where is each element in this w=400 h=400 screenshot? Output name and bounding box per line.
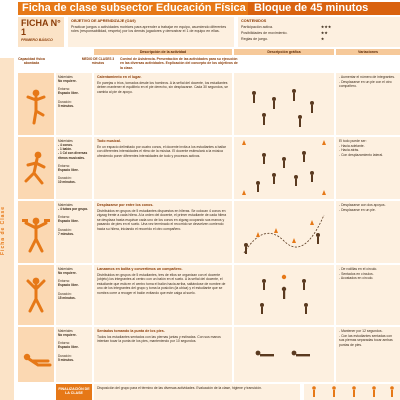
description-cell [94, 265, 232, 325]
activity-row [18, 265, 400, 325]
space-value: Espacio libre. [58, 91, 79, 96]
activity-row [18, 137, 400, 199]
capacity-cell [18, 201, 54, 263]
space-label: Entorno: [58, 341, 71, 346]
capacity-cell [18, 137, 54, 199]
description-cell [94, 137, 232, 199]
description-cell [94, 327, 232, 382]
duration-value: 5 minutos. [58, 357, 74, 362]
variations-text: - Mantener por 12 segundos. - Con las estudiantes sentadas con sus piernas separadas tocar ambas puntas de pies. [339, 329, 393, 347]
variations-cell [336, 137, 400, 199]
jumping-icon [18, 265, 54, 325]
variations-cell [336, 201, 400, 263]
column-header-desc: Descripción de la actividad [94, 49, 232, 55]
space-label: Entorno: [58, 163, 71, 168]
materials-label: Materiales [58, 203, 73, 207]
contenido-item [241, 31, 397, 35]
contenido-label: Posibilidades de movimiento. [241, 31, 288, 35]
activity-title: Calentamiento en el lugar. [97, 75, 142, 79]
activity-illustration [234, 201, 334, 263]
variations-text: El todo puede ser: - Hacia adelante. - Hacia atrás. - Con desplazamiento lateral. [339, 139, 384, 157]
capacity-cell [18, 265, 54, 325]
materials-value: No requiere. [58, 79, 77, 84]
duration-value: 15 minutos. [58, 295, 76, 300]
materials-cell [56, 201, 92, 263]
activity-illustration [234, 73, 334, 135]
contenido-label: Participación activa. [241, 25, 273, 30]
duration-label: Duración: [58, 291, 72, 296]
duration-title: Bloque de 45 minutos [248, 2, 400, 15]
materials-value: No requiere. [58, 333, 77, 338]
materials-cell [56, 327, 92, 382]
activity-text: Distribuidos en grupos de 5 estudiantes, tres de ellos se organizan con el docente (objeto) los integrantes al centro con un balón en el suelo. A la señal del docente, el estudiante que está en el centro toma el balón hacia arriba, saltándose de nombre de uno de los integrantes del grupo y toma la posición (la ubica) y el estudiante que se nombra corre a recoger el balón evitando que este caiga al suelo. [97, 272, 226, 295]
materials-label: Materiales [58, 75, 73, 79]
variations-text: - Aumentar el número de integrantes. - Desplazarse en un pie con el otro compañero. [339, 75, 395, 89]
graphic-cell [234, 265, 334, 325]
variations-text: - Desplazarse con dos apoyos. - Desplazarse en un pie. [339, 203, 386, 212]
graphic-cell [234, 73, 334, 135]
final-icons [304, 384, 400, 400]
capacity-cell [18, 73, 54, 135]
space-label: Entorno: [58, 279, 71, 284]
duration-label: Duración: [58, 176, 72, 181]
materials-label: Materiales [58, 329, 73, 333]
final-label: FINALIZACIÓN DE LA CLASE [56, 384, 92, 400]
variations-cell [336, 73, 400, 135]
activity-title: Sentados tomando la punta de los pies. [97, 329, 165, 333]
graphic-cell [234, 137, 334, 199]
strength-icon [18, 201, 54, 263]
graphic-cell [234, 201, 334, 263]
capacity-cell [18, 327, 54, 382]
activity-row [18, 201, 400, 263]
activity-row [18, 73, 400, 135]
column-header-graf: Descripción gráfica [234, 49, 334, 55]
space-value: Espacio libre. [58, 345, 79, 350]
materials-cell [56, 265, 92, 325]
column-header-var: Variaciones [336, 49, 400, 55]
objetivo-title: OBJETIVO DE APRENDIZAJE (OA9) [71, 19, 136, 23]
activity-text: Distribuidos en grupos de 5 estudiantes dispuestos en hileras. Se colocan 4 conos en zigzag frente a cada hilera. A la orden del docente, el primer estudiante de cada hilera se desplaza hasta esquivar cada uno de los conos en zigzag ocupando sus manos y pasando de pies en el suelo. Una vez terminado el recorrido se devuelven corriendo hacia su hilera, iniciando el recorrido el otro compañero. [97, 208, 227, 231]
activity-text: En parejas o tríos, tomados desde los hombros. A la señal del docente, los estudiantes deben mantener el equilibrio en el pie derecho, sin desplazarse. Cada 30 segundos, se cambia al pie de apoyo. [97, 80, 229, 94]
materials-cell [56, 73, 92, 135]
figures-icon [304, 384, 400, 400]
final-row [18, 384, 400, 400]
space-label: Entorno: [58, 215, 71, 220]
activity-title: Desplazarse por entre los conos. [97, 203, 154, 207]
materials-cell [56, 137, 92, 199]
running-icon [18, 137, 54, 199]
duration-label: Duración: [58, 99, 72, 104]
description-cell [94, 201, 232, 263]
activity-illustration [234, 137, 334, 199]
materials-value: - 4 conos. - 1 balón. - 1 Cd con diversas ritmos musicales. [58, 143, 88, 160]
activity-text: En un espacio delimitado por cuatro conos, el docente invita a los estudiantes a bailar con diferentes intensidades el ritmo de la música. El docente estimulará a la música ofreciendo poner diferentes intensidades de todo y procesos activos. [97, 144, 226, 158]
side-label: Ficha de Clase [0, 205, 6, 255]
contenido-rating: ★★★ [321, 25, 332, 30]
control-header: Control de Asistencia. Presentación de las actividades para su ejecución en las diversas actividades. Explicación del concepto de los objetivos de la clase. [120, 57, 238, 70]
contenido-rating: ★★ [321, 31, 329, 35]
activity-illustration [234, 327, 334, 382]
duration-label: Duración: [58, 227, 72, 232]
activity-title: Lanzamos en bolita y convertimos un compañero. [97, 267, 183, 271]
activity-text: Todos los estudiantes sentados con las piernas juntas y estiradas. Con sus manos intentan tocar la punta de los pies, manteniendo por 10 segundos. [97, 334, 221, 344]
ficha-number: FICHA N° 1 [21, 18, 61, 37]
duration-value: 7 minutos. [58, 231, 74, 236]
materials-value: - 4 tubos por grupo. [58, 207, 89, 212]
variations-text: - De rodillas en el círculo. - Sentados en círculos. - Acostados en círculo. [339, 267, 378, 281]
header-bar [18, 2, 400, 15]
graphic-cell [234, 327, 334, 382]
medio-header: MEDIO DE CLASES 3 minutos [81, 57, 115, 65]
stretching-icon [18, 327, 54, 382]
capacidad-header: Capacidad física abordada [18, 57, 45, 66]
materials-label: Materiales [58, 139, 73, 143]
activity-title: Todo musical. [97, 139, 121, 143]
objetivo-text: Practicar juegos o actividades motrices para aprender a trabajar en equipo, asumiendo diferentes roles (responsabilidad, respeto) por los demás jugadores y demostrar el 1 de equipo en ellas. [71, 24, 227, 34]
contenidos-title: CONTENIDOS [241, 19, 267, 23]
page-title: Ficha de clase subsector Educación Física [18, 2, 248, 15]
activity-row [18, 327, 400, 382]
variations-cell [336, 265, 400, 325]
contenido-item [241, 25, 397, 29]
space-label: Entorno: [58, 87, 71, 92]
space-value: Espacio libre. [58, 219, 79, 224]
materials-label: Materiales [58, 267, 73, 271]
contenido-rating: ★ [321, 36, 325, 41]
materials-value: No requiere. [58, 271, 77, 276]
ficha-box [18, 17, 64, 47]
final-text: Disposición del grupo para el término de las diversas actividades. Evaluación de la clase, higiene y transición. [94, 384, 300, 400]
objetivo-box [68, 17, 234, 47]
contenido-label: Reglas de juego. [241, 36, 268, 41]
balance-icon [18, 73, 54, 135]
info-block [18, 17, 400, 47]
variations-cell [336, 327, 400, 382]
space-value: Espacio libre. [58, 167, 79, 172]
description-cell [94, 73, 232, 135]
ficha-level: PRIMERO BÁSICO [21, 38, 53, 42]
space-value: Espacio libre. [58, 283, 79, 288]
activity-illustration [234, 265, 334, 325]
contenido-item [241, 37, 397, 41]
contenidos-box [238, 17, 400, 47]
duration-value: 5 minutos. [58, 103, 74, 108]
duration-value: 10 minutos. [58, 180, 76, 185]
duration-label: Duración: [58, 353, 72, 358]
